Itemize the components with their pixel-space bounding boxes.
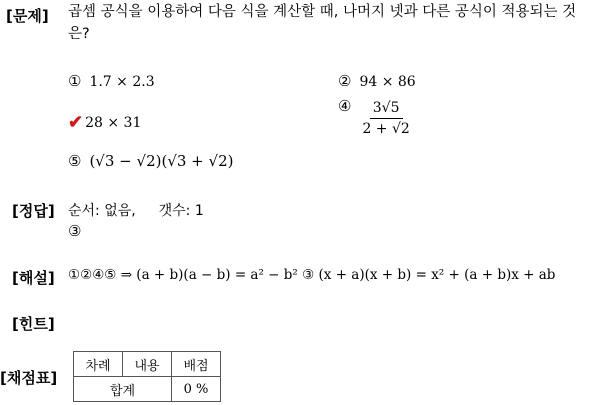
choice-1[interactable] xyxy=(68,72,155,90)
answer-meta xyxy=(68,200,204,220)
choice-4-marker: ④ xyxy=(338,96,352,115)
score-header-content: 내용 xyxy=(123,352,172,377)
choice-1-marker: ① xyxy=(68,72,82,90)
choice-4-denominator: 2 + √2 xyxy=(362,121,410,137)
choice-4[interactable] xyxy=(338,96,413,137)
choice-4-numerator: 3√5 xyxy=(370,100,403,119)
answer-count: 갯수: 1 xyxy=(158,203,204,219)
score-total-label: 합계 xyxy=(74,377,172,402)
choice-2-marker: ② xyxy=(338,72,352,90)
score-table-label: [채점표] xyxy=(0,369,58,387)
score-table-header-row xyxy=(74,352,221,377)
choice-3-expr: 28 × 31 xyxy=(85,115,142,131)
checkmark-icon: ✔ xyxy=(68,112,84,133)
choice-2[interactable] xyxy=(338,72,416,90)
explanation-label: [해설] xyxy=(12,269,55,287)
choice-1-expr: 1.7 × 2.3 xyxy=(89,74,155,90)
choice-5[interactable] xyxy=(68,152,233,170)
choice-5-marker: ⑤ xyxy=(68,152,82,170)
explanation-text: ①②④⑤ ⇒ (a + b)(a − b) = a² − b² ③ (x + a)(x + b) = x² + (a + b)x + ab xyxy=(68,267,556,283)
choice-4-fraction xyxy=(359,100,412,137)
answer-label: [정답] xyxy=(12,202,55,220)
score-header-points: 배점 xyxy=(172,352,221,377)
choice-5-expr: (√3 − √2)(√3 + √2) xyxy=(89,152,234,170)
hint-label: [힌트] xyxy=(12,315,55,333)
score-header-order: 차례 xyxy=(74,352,123,377)
choice-2-expr: 94 × 86 xyxy=(359,74,416,90)
choice-3[interactable] xyxy=(68,111,141,132)
score-table-total-row xyxy=(74,377,221,402)
answer-value: ③ xyxy=(68,222,82,240)
problem-text: 곱셈 공식을 이용하여 다음 식을 계산할 때, 나머지 넷과 다른 공식이 적용되는 것은? xyxy=(68,4,577,42)
score-total-value: 0 % xyxy=(172,377,221,402)
answer-order: 순서: 없음, xyxy=(68,203,136,219)
problem-label: [문제] xyxy=(6,7,49,25)
score-table xyxy=(73,351,221,402)
